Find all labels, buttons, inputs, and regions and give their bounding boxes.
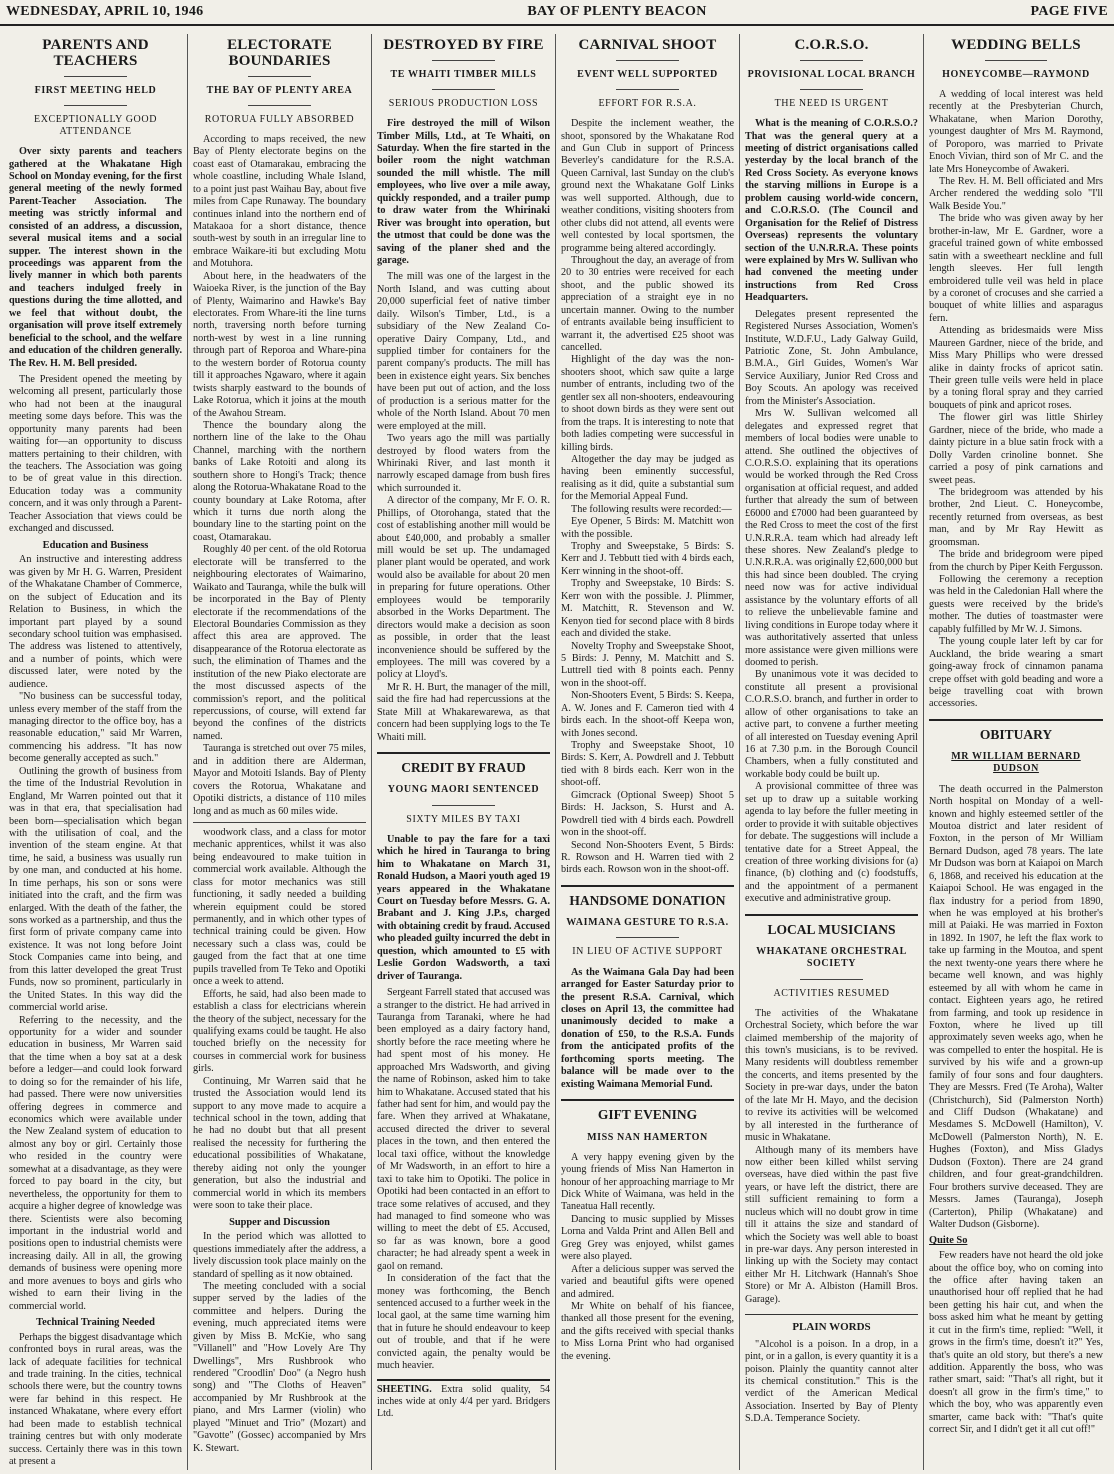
- article-headline: DESTROYED BY FIRE: [383, 37, 544, 53]
- article-subhead: EFFORT FOR R.S.A.: [598, 97, 697, 109]
- paragraph: Efforts, he said, had also been made to establish a class for electricians wherein the theory of the subject, necessary for the qualifying exams could be taught. He also touched briefly on the necessity for courses in commercial work for business girls.: [193, 988, 366, 1075]
- article-lead: As the Waimana Gala Day had been arranged for Easter Saturday prior to the present R.S.A. Carnival, which closes on April 13, the committee had unanimously decided to make a donation of £50, to the R.S.A. Funds from the anticipated profits of the forthcoming sports meeting. The balance will be made over to the existing Waimana Memorial Fund.: [561, 966, 734, 1090]
- ad-keyword: SHEETING.: [377, 1383, 432, 1395]
- divider: [800, 979, 862, 980]
- classified-ad: [377, 1379, 550, 1421]
- article-subhead: PROVISIONAL LOCAL BRANCH: [747, 68, 916, 80]
- article-subhead: MR WILLIAM BERNARD DUDSON: [951, 751, 1081, 775]
- paragraph: Highlight of the day was the non-shooters shoot, which saw quite a large number of entrants, including two of the gentler sex all non-shooters, endeavouring to shoot down birds as they were sent out from the traps. It is interesting to note that both ladies competing were successful in killing birds.: [561, 354, 734, 453]
- article-subhead: SIXTY MILES BY TAXI: [406, 813, 521, 825]
- paragraph: The bride who was given away by her brother-in-law, Mr E. Gardner, wore a graceful trained gown of white embossed satin with a sweetheart neckline and full length sleeves. Her full length embroidered tulle veil was held in place by a coronet of crocuses and she carried a bouquet of white lillies and asparagus fern.: [929, 213, 1103, 324]
- paragraph: Tauranga is stretched out over 75 miles, and in addition there are Alderman, Mayor and Motoiti Islands. Bay of Plenty covers the Rotorua, Whakatane and Opotiki districts, a distance of 110 miles long and as much as 60 miles wide.: [193, 743, 366, 817]
- article-subhead: MISS NAN HAMERTON: [587, 1131, 708, 1143]
- paragraph: After a delicious supper was served the varied and beautiful gifts were opened and admired.: [561, 1263, 734, 1300]
- paragraph: Following the ceremony a reception was held in the Caledonian Hall where the guests were received by the bride's mother. The duties of toastmaster were capably fulfilled by Mr W. J. Simons.: [929, 574, 1103, 635]
- article-subhead: THE BAY OF PLENTY AREA: [206, 84, 353, 96]
- paragraph: The meeting concluded with a social supper served by the ladies of the committee and helpers. During the evening, much appreciated items were given by Miss B. McKie, who sang "Villanell" and "How Lovely Are Thy Dwellings", Mrs Rushbrook who rendered "Croodlin' Doo" (a Negro hush song) and "The Cloths of Heaven" accompanied by Mr Rushbrook at the piano, and Mrs Larmer (violin) who played "Minuet and Trio" (Mozart) and "Gavotte" (Gossec) accompanied by Mrs K. Stewart.: [193, 1280, 366, 1454]
- article-headline: OBITUARY: [929, 719, 1103, 743]
- paragraph: Continuing, Mr Warren said that he trusted the Association would lend its support to any move made to acquire a technical school in the town, adding that he had no doubt but that all present realised the necessity for furthering the educational possibilities of Whakatane, thereby aiding not only the younger generation, but also the industrial and commercial world in which its members were soon to take their place.: [193, 1075, 366, 1212]
- paragraph: The following results were recorded:—: [571, 503, 732, 515]
- paragraph: woodwork class, and a class for motor mechanic apprentices, whilst it was also being endeavoured to make tuition in commercial work available. Although the class for motor mechanics was still functioning, it sadly needed a building wherein equipment could be stored permanently, and in which other types of technical training could be given. How necessary such a class was, could be gauged from the fact that at one time pupils travelled from Te Teko and Opotiki once a week to attend.: [193, 826, 366, 988]
- issue-date: WEDNESDAY, APRIL 10, 1946: [6, 4, 204, 19]
- divider: [432, 805, 494, 806]
- paragraph: Perhaps the biggest disadvantage which confronted boys in rural areas, was the lack of adequate facilities for technical and trade training. In the cities, technical schools there were, but the country towns were far behind in this respect. He instanced Whakatane, where every effort had been made to establish technical training centres but with only moderate success. Certainly there was in this town at present a: [9, 1331, 182, 1468]
- article-headline: WEDDING BELLS: [951, 37, 1081, 53]
- article-subhead: ACTIVITIES RESUMED: [773, 987, 890, 999]
- article-subhead: HONEYCOMBE—RAYMOND: [942, 68, 1090, 80]
- article-subhead: IN LIEU OF ACTIVE SUPPORT: [572, 946, 723, 958]
- result-item: Trophy and Sweepstake, 5 Birds: S. Kerr and J. Tebbutt tied with 4 birds each, Kerr winning in the shoot-off.: [561, 541, 734, 577]
- column-6: [924, 34, 1108, 1470]
- paragraph: By unanimous vote it was decided to constitute all present a provisional C.O.R.S.O. branch, and further in order to allow of other organisations to take an active part, to convene a further meeting of all interested on Tuesday evening April 16 at 7.30 p.m. in the Borough Council Chambers, when a fully constituted and workable body could be built up.: [745, 669, 918, 780]
- divider: [800, 89, 862, 90]
- paragraph: The mill was one of the largest in the North Island, and was cutting about 20,000 superficial feet of native timber daily. Wilson's Timber, Ltd., is a subsidiary of the New Zealand Co-operative Dairy Company, Ltd., and supplied timber for containers for the parent company's products. The mill has been in existence eight years. Six benches have been put out of action, and the loss of production is a serious matter for the whole of the North Island. About 70 men were employed at the mill.: [377, 271, 550, 432]
- paragraph: "Alcohol is a poison. In a drop, in a pint, or in a gallon, is every quantity it is a poison. Plainly the quantity cannot alter its chemical constitution." This is the verdict of the American Medical Association. Inserted by Bay of Plenty S.D.A. Temperance Society.: [745, 1338, 918, 1425]
- paragraph: The Rev. H. M. Bell officiated and Mrs Archer rendered the wedding solo "I'll Walk Beside You.": [929, 176, 1103, 212]
- crosshead: Supper and Discussion: [229, 1216, 330, 1228]
- divider: [616, 60, 678, 61]
- article-subhead: FIRST MEETING HELD: [34, 84, 157, 96]
- article-lead: Fire destroyed the mill of Wilson Timber Mills, Ltd., at Te Whaiti, on Saturday. When the fire started in the boiler room the night watchman sounded the mill whistle. The mill employees, who live over a mile away, quickly responded, and a trailer pump to draw water from the Whirinaki River was brought into operation, but the utmost that could be done was the saving of the planer shed and the garage.: [377, 118, 550, 266]
- paragraph: The President opened the meeting by welcoming all present, particularly those who had not been at the inaugural meeting some days before. This was the opportunity many parents had been waiting for—an opportunity to discuss matters pertaining to their children, with the teachers. The Association was going to be of great value in this direction. Education today was a community concern, and it was only through a Parent-Teacher Association that views could be exchanged and discussed.: [9, 373, 182, 535]
- article-lead: Unable to pay the fare for a taxi which he hired in Tauranga to bring him to Whakatane on March 31, Ronald Hudson, a Maori youth aged 19 years appeared in the Whakatane Court on Tuesday before Messrs. G. A. Brabant and J. King J.P.s, charged with obtaining credit by fraud. Accused who pleaded guilty incurred the debt in question, which amounted to £5 with Leslie Gordon Wadsworth, a taxi driver of Tauranga.: [377, 833, 550, 982]
- article-subhead: SERIOUS PRODUCTION LOSS: [388, 97, 539, 109]
- paragraph: Referring to the necessity, and the opportunity for a wider and sounder education in business, Mr Warren said that the time when a boy sat at a desk before a ledger—and could look forward to doing so for the remainder of his life, had passed. There were now universities offering degrees in commerce and economics which were available under the New Zealand system of education to almost any boy or girl. Certainly those who resided in the country were somewhat at a disadvantage, as they were forced to pay board in the city, but nevertheless, the opportunity for them to acquire a higher degree of knowledge was there. Scientists were also becoming important in the industrial world and positions open to industrial chemists were increasing daily. All in all, the growing demands of business were opening more and more avenues to boys and girls who wished to earn their living in the commercial world.: [9, 1014, 182, 1312]
- result-item: Novelty Trophy and Sweepstake Shoot, 5 Birds: J. Penny, M. Matchitt and S. Luttrell tied with 8 points each. Penny won in the shoot-off.: [561, 640, 734, 689]
- paragraph: Thence the boundary along the northern line of the lake to the Ohau Channel, marching with the northern banks of Lake Rotoiti and along its southern shore to Hongi's Track; thence along the Rotorua-Whakatane Road to the county boundary at Lake Rotoma, after which it turns due north along the boundary line to the starting point on the coast, Otamarakau.: [193, 419, 366, 543]
- paragraph: Attending as bridesmaids were Miss Maureen Gardner, niece of the bride, and Miss Mary Phillips who were dressed alike in dainty frocks of apricot satin. Their green tulle veils were held in place by a toning floral spray and they carried bouquets of pink and apricot roses.: [929, 325, 1103, 411]
- paragraph: "No business can be successful today, unless every member of the staff from the managing director to the office boy, has a reasonable education," said Mr Warren, commencing his address. "It has now become generally accepted as such.": [9, 691, 182, 765]
- paragraph: Altogether the day may be judged as having been eminently successful, realising as it did, quite a substantial sum for the Memorial Appeal Fund.: [561, 453, 734, 503]
- article-subhead: YOUNG MAORI SENTENCED: [387, 784, 540, 796]
- article-headline: CREDIT BY FRAUD: [377, 752, 550, 776]
- crosshead: Technical Training Needed: [36, 1317, 155, 1328]
- divider: [248, 76, 310, 77]
- article-headline: C.O.R.S.O.: [794, 37, 869, 53]
- divider: [616, 937, 678, 938]
- article-subhead: ROTORUA FULLY ABSORBED: [204, 113, 355, 125]
- result-item: Non-Shooters Event, 5 Birds: S. Keepa, A. W. Jones and F. Cameron tied with 4 birds each. In the shoot-off Keepa won, with Jones second.: [561, 690, 734, 739]
- article-headline: ELECTORATE BOUNDARIES: [227, 37, 332, 69]
- paragraph: In consideration of the fact that the money was forthcoming, the Bench sentenced accused to a further week in the local gaol, at the same time warning him that in future he should endeavour to keep out of trouble, and that if he were convicted again, the penalty would be much heavier.: [377, 1273, 550, 1372]
- paper-title: BAY OF PLENTY BEACON: [527, 4, 707, 19]
- paragraph: Two years ago the mill was partially destroyed by flood waters from the Whirinaki River, and last month it narrowly escaped damage from bush fires which surrounded it.: [377, 433, 550, 494]
- divider: [616, 89, 678, 90]
- article-headline: CARNIVAL SHOOT: [578, 37, 717, 53]
- result-item: Gimcrack (Optional Sweep) Shoot 5 Birds: H. Jackson, S. Hurst and A. Powdrell tied with 4 birds each. Powdrell won in the shoot-off.: [561, 789, 734, 839]
- paragraph: A provisional committee of three was set up to draw up a suitable working agenda to lay before the fuller meeting in order to provide it with suitable objectives for debate. The suggestions will include a tentative date for a Street Appeal, the creation of three working divisions for (a) finance, (b) clothing and (c) foodstuffs, and the appointment of a permanent executive and administrative group.: [745, 781, 918, 905]
- paragraph: Although many of its members have now either been killed whilst serving overseas, have died within the past five years, or have left the district, there are still sufficient remaining to form a nucleus which will no doubt grow in time till it attains the size and standard of which the Society was well able to boast in pre-war days. Any person interested in linking up with the Society may contact either Mr H. Litchwark (Hannah's Shoe Store) or Mr A. Albiston (Hamill Bros. Garage).: [745, 1144, 918, 1305]
- page-number: PAGE FIVE: [1030, 4, 1108, 19]
- paragraph: Mr White on behalf of his fiancee, thanked all those present for the evening, and the gifts received with special thanks to Miss Lorna Print who had organised the evening.: [561, 1300, 734, 1362]
- divider: [64, 105, 126, 106]
- crosshead: Education and Business: [42, 539, 149, 551]
- result-item: Trophy and Sweepstake, 10 Birds: S. Kerr won with the possible. J. Plimmer, M. Matchitt, R. Stevenson and W. Kenyon tied for second place with 8 birds each and divided the stake.: [561, 578, 734, 640]
- divider: [985, 60, 1048, 61]
- ad-text: Extra solid quality, 54 inches wide at only 4/4 per yard. Bridgers Ltd.: [377, 1383, 551, 1420]
- paragraph: Sergeant Farrell stated that accused was a stranger to the district. He had arrived in Tauranga from Taranaki, where he had been employed as a dairy factory hand, shortly before the race meeting where he had spent most of his money. He approached Mrs Wadsworth, and giving the name of Robinson, asked him to take him to Whakatane. Accused stated that his father had sent for him, and would pay the fare. When they arrived at Whakatane, accused directed the driver to several places in the town, and then entered the local taxi office, without the knowledge of Mr Wadsworth, in an effort to hire a taxi to take him to Opotiki. The police in Opotiki had been contacted in an effort to trace some relatives of accused, and they had managed to find someone who was willing to meet the debt of £5. Accused, so far as was known, bore a good character; he had already spent a week in gaol on remand.: [377, 987, 550, 1272]
- paragraph: The activities of the Whakatane Orchestral Society, which before the war claimed membership of the majority of this town's musicians, is to be revived. Many residents will doubtless remember the concerts, and items presented by the Society in pre-war days, under the baton of the late Mr H. Mayo, and the decision to revive its activities will be welcomed by all interested in the furtherance of music in Whakatane.: [745, 1007, 918, 1144]
- result-item: Trophy and Sweepstake Shoot, 10 Birds: S. Kerr, A. Powdrell and J. Tebbutt tied with 8 birds each. Kerr won in the shoot-off.: [561, 740, 734, 789]
- column-3: [372, 34, 556, 1470]
- divider: [800, 60, 862, 61]
- divider: [64, 76, 126, 77]
- article-lead: Over sixty parents and teachers gathered at the Whakatane High School on Monday evening, for the first general meeting of the newly formed Parent-Teacher Association. The meeting was strictly informal and consisted of an address, a discussion, several musical items and a social supper. The interest shown in the proceedings was apparent from the lively manner in which both parents and teachers indulged freely in questions during the time allotted, and we feel that without doubt, the organisation will prove itself extremely beneficial to the school, and the welfare and education of the children generally. The Rev. H. M. Bell presided.: [9, 146, 182, 369]
- paragraph: The bride and bridegroom were piped from the church by Piper Keith Fergusson.: [929, 549, 1103, 573]
- paragraph: Despite the inclement weather, the shoot, sponsored by the Whakatane Rod and Gun Club in support of Princess Beverley's candidature for the R.S.A. Queen Carnival, last Sunday on the club's ground next the Whakatane Golf Links was well supported. Although, due to weather conditions, visiting shooters from other clubs did not attend, all events were well contested by local sportsmen, the programme being altered accordingly.: [561, 118, 734, 254]
- paragraph: Dancing to music supplied by Misses Lorna and Valda Print and Allen Bell and Greg Grey was enjoyed, whilst games were also played.: [561, 1213, 734, 1263]
- article-headline: GIFT EVENING: [561, 1099, 734, 1123]
- article-subhead: WAIMANA GESTURE TO R.S.A.: [566, 917, 729, 929]
- paragraph: The death occurred in the Palmerston North hospital on Monday of a well-known and highly esteemed settler of the Moutoa district and later resident of Foxton, in the person of Mr William Bernard Dudson, aged 78 years. The late Mr Dudson was born at Kaiapoi on March 6, 1868, and received his education at the Kaiapoi School. He was engaged in the flax industry for a period from 1890, when he was employed at his brother's mill at Paiaki. He was married in Foxton in 1892. In 1907, he left the flax work to take up farming in the Moutoa, and spent the next twenty-one years there where he became well known, and was highly esteemed by all with whom he came in contact. Eighteen years ago, he retired from farming, and took up residence in Foxton, where he lived up till approximately seven weeks ago, when he was compelled to enter the hospital. He is survived by his wife and a grown-up family of four sons and four daughters. They are Messrs. Fred (Te Aroha), Walter (Christchurch), Sid (Palmerston North) and Cliff Dudson (Whakatane) and Mesdames S. McDowell (Hamilton), V. McDowell (Palmerston North), N. E. Hughes (Foxton), and Miss Gladys Dudson (Foxton). There are 24 grand children, and four great-grandchildren. Four brothers survive deceased. They are Messrs. James (Tauranga), Joseph (Carterton), Philip (Whakatane) and Walter Dudson (Gisborne).: [929, 783, 1103, 1230]
- article-headline: HANDSOME DONATION: [561, 885, 734, 909]
- masthead: [0, 0, 1114, 26]
- paragraph: In the period which was allotted to questions immediately after the address, a lively discussion took place mainly on the standard of spelling as it now obtained.: [193, 1231, 366, 1280]
- article-headline: LOCAL MUSICIANS: [745, 914, 918, 938]
- column-4: [556, 34, 740, 1470]
- paragraph: Roughly 40 per cent. of the old Rotorua electorate will be transferred to the neighbouring electorates of Waimarino, Waikato and Tauranga, while the bulk will be incorporated in the Bay of Plenty electorate if the recommendations of the Electoral Boundaries Commission as they affect this area are approved. The disappearance of the Rotorua electorate as such, the elimination of Thames and the institution of the new Piako electorate are the most discussed aspects of the commission's report, and the political repercussions, of course, will extend far beyond the confines of the districts named.: [193, 544, 366, 742]
- crosshead: Quite So: [929, 1235, 968, 1247]
- paragraph: Mrs W. Sullivan welcomed all delegates and expressed regret that members of local bodies were unable to attend. She outlined the objectives of C.O.R.S.O. explaining that its operations would be worked through the Red Cross organisation at official request, and added further that already the sum of between £6000 and £7000 had been guaranteed by the Red Cross to meet the cost of the first U.N.R.R.A. team which had already left these shores. New Zealand's pledge to U.N.R.R.A. was originally £2,600,000 but this had since been doubled. The crying need now was for active individual assistance by the voluntary efforts of all to relieve the unbelievable famine and living conditions in Europe today where it was authoritatively asserted that unless more assistance were given millions were doomed to perish.: [745, 408, 918, 668]
- column-2: [188, 34, 372, 1470]
- result-item: Eye Opener, 5 Birds: M. Matchitt won with the possible.: [561, 516, 734, 540]
- paragraph: Few readers have not heard the old joke about the office boy, who on coming into the office after having taken an unauthorised hour off replied that he had been getting his hair cut, and when the boss asked him what he meant by getting it cut in the firm's time, replied: "Well, it grows in the firm's time, doesn't it?" Yes, that's quite an old story, but there's a new addition. Apparently the boss, who was rather smart, said: "That's all right, but it doesn't all grow in the firm's time," to which the boy, who was apparently even smarter, came back with: "That's quite correct Sir, and I didn't get it all cut off!": [929, 1250, 1103, 1436]
- article-subhead: TE WHAITI TIMBER MILLS: [390, 68, 537, 80]
- article-subhead: EVENT WELL SUPPORTED: [577, 68, 718, 80]
- column-5: [740, 34, 924, 1470]
- divider: [432, 60, 494, 61]
- paragraph: An instructive and interesting address was given by Mr H. G. Warren, President of the Whakatane Chamber of Commerce, on the subject of Education and its Relation to Business, in which the important part played by a sound secondary school tuition was emphasised. The address was listened to attentively, and a number of points, which were discussed later, were noted by the audience.: [9, 554, 182, 690]
- paragraph: According to maps received, the new Bay of Plenty electorate begins on the coast east of Otamarakau, embracing the whole coastline, including Whale Island, to a point just past Waihau Bay, about five miles from Cape Runaway. The boundary continues inland into the northern end of Matakaoa for a short distance, thence south-west by south in an irregular line to embrace Waikare-iti but excluding Motu and Motuhora.: [193, 133, 366, 270]
- paragraph: Throughout the day, an average of from 20 to 30 entries were received for each shoot, and the public showed its appreciation of a straight eye in no uncertain manner. Owing to the number of entrants available being insufficient to warrant it, the advertised £25 shoot was cancelled.: [561, 254, 734, 353]
- paragraph: A director of the company, Mr F. O. R. Phillips, of Otorohanga, stated that the cost of establishing another mill would be about £40,000, and probably a smaller mill would be set up. The undamaged planer plant would be operated, and work would also be available for about 20 men in preparing for future operations. Other employees would be temporarily absorbed in the Works Department. The directors would make a decision as soon as possible, in order that the least inconvenience should be suffered by the employees. The mill was covered by a policy at Lloyd's.: [377, 495, 550, 681]
- paragraph: About here, in the headwaters of the Waioeka River, is the junction of the Bay of Plenty, Waimarino and Hawke's Bay electorates. From Whare-iti the line turns north, traversing north before turning north-west by west in a line running through part of Reporoa and Whare-pina to the western border of Rotorua county till it approaches Ngawaro, where it again twists sharply eastward to the bounds of Lake Rotorua, which it joins at the mouth of the Awahou Stream.: [193, 270, 366, 419]
- paragraph: The young couple later left by car for Auckland, the bride wearing a smart going-away frock of cinnamon panama crepe offset with gold beading and wore a beige travelling coat with brown accessories.: [929, 636, 1103, 710]
- divider: [193, 822, 366, 823]
- paragraph: A wedding of local interest was held recently at the Presbyterian Church, Whakatane, when Marion Dorothy, youngest daughter of Mrs M. Raymond, of Poroporo, was married to Private Enoch Vivian, third son of Mr C. and the late Mrs Honeycombe of Awakeri.: [929, 88, 1103, 175]
- paragraph: Mr R. H. Burt, the manager of the mill, said the fire had had repercussions at the State Mill at Whakarewarewa, as that concern had been supplying logs to the Te Whaiti mill.: [377, 681, 550, 743]
- result-item: Second Non-Shooters Event, 5 Birds: R. Rowson and H. Warren tied with 2 birds each. Rowson won in the shoot-off.: [561, 839, 734, 876]
- article-headline: PLAIN WORDS: [745, 1314, 918, 1334]
- column-1: [4, 34, 188, 1470]
- divider: [248, 105, 310, 106]
- article-subhead: WHAKATANE ORCHESTRAL SOCIETY: [756, 946, 907, 970]
- article-subhead: THE NEED IS URGENT: [774, 97, 889, 109]
- article-subhead: EXCEPTIONALLY GOOD ATTENDANCE: [33, 113, 158, 137]
- paragraph: Delegates present represented the Registered Nurses Association, Women's Institute, W.D.F.U., Lady Galway Guild, Patriotic Zone, St. John Ambulance, B.M.A., Girl Guides, Women's War Service Auxiliary, Junior Red Cross and Boy Scouts. An apology was received from the Minister's Association.: [745, 308, 918, 407]
- paragraph: Outlining the growth of business from the time of the Industrial Revolution in England, Mr Warren pointed out that it was in that era, that specialisation had been born—specialisation which began with the utilisation of coal, and the invention of the steam engine. At that time, he said, a business was usually run by one man, and conducted at his home. In time perhaps, his son or sons were initiated into the craft, and the firm was enlarged. With the death of the father, the sons worked as a partnership, and thus the first form of private company came into existence. It was not long before Joint Stock Companies came into being, and from this latter developed the great Trust Funds, now so prominent, particularly in the United States. In this way did the commercial world arise.: [9, 765, 182, 1014]
- divider: [432, 89, 494, 90]
- columns: [4, 34, 1110, 1470]
- article-lead: What is the meaning of C.O.R.S.O.? That was the general query at a meeting of district organisations called yesterday by the local branch of the Red Cross Society. As everyone knows the starving millions in Europe is a problem causing world-wide concern, and C.O.R.S.O. (The Council and Organisation for the Relief of Distress Overseas) represents the voluntary section of the U.N.R.R.A. These points were explained by Mrs W. Sullivan who had convened the meeting under instructions from Red Cross Headquarters.: [745, 118, 918, 304]
- article-headline: PARENTS AND TEACHERS: [42, 37, 149, 69]
- paragraph: The bridegroom was attended by his brother, 2nd Lieut. C. Honeycombe, recently returned from overseas, as best man, and by Mr Ray Hewitt as groomsman.: [929, 486, 1103, 548]
- paragraph: The flower girl was little Shirley Gardner, niece of the bride, who made a dainty picture in a blue satin frock with a Dolly Varden crinoline bonnet. She carried a posy of pink carnations and sweet peas.: [929, 412, 1103, 486]
- paragraph: A very happy evening given by the young friends of Miss Nan Hamerton in honour of her approaching marriage to Mr Dick White of Waimana, was held in the Taneatua Hall recently.: [561, 1151, 734, 1213]
